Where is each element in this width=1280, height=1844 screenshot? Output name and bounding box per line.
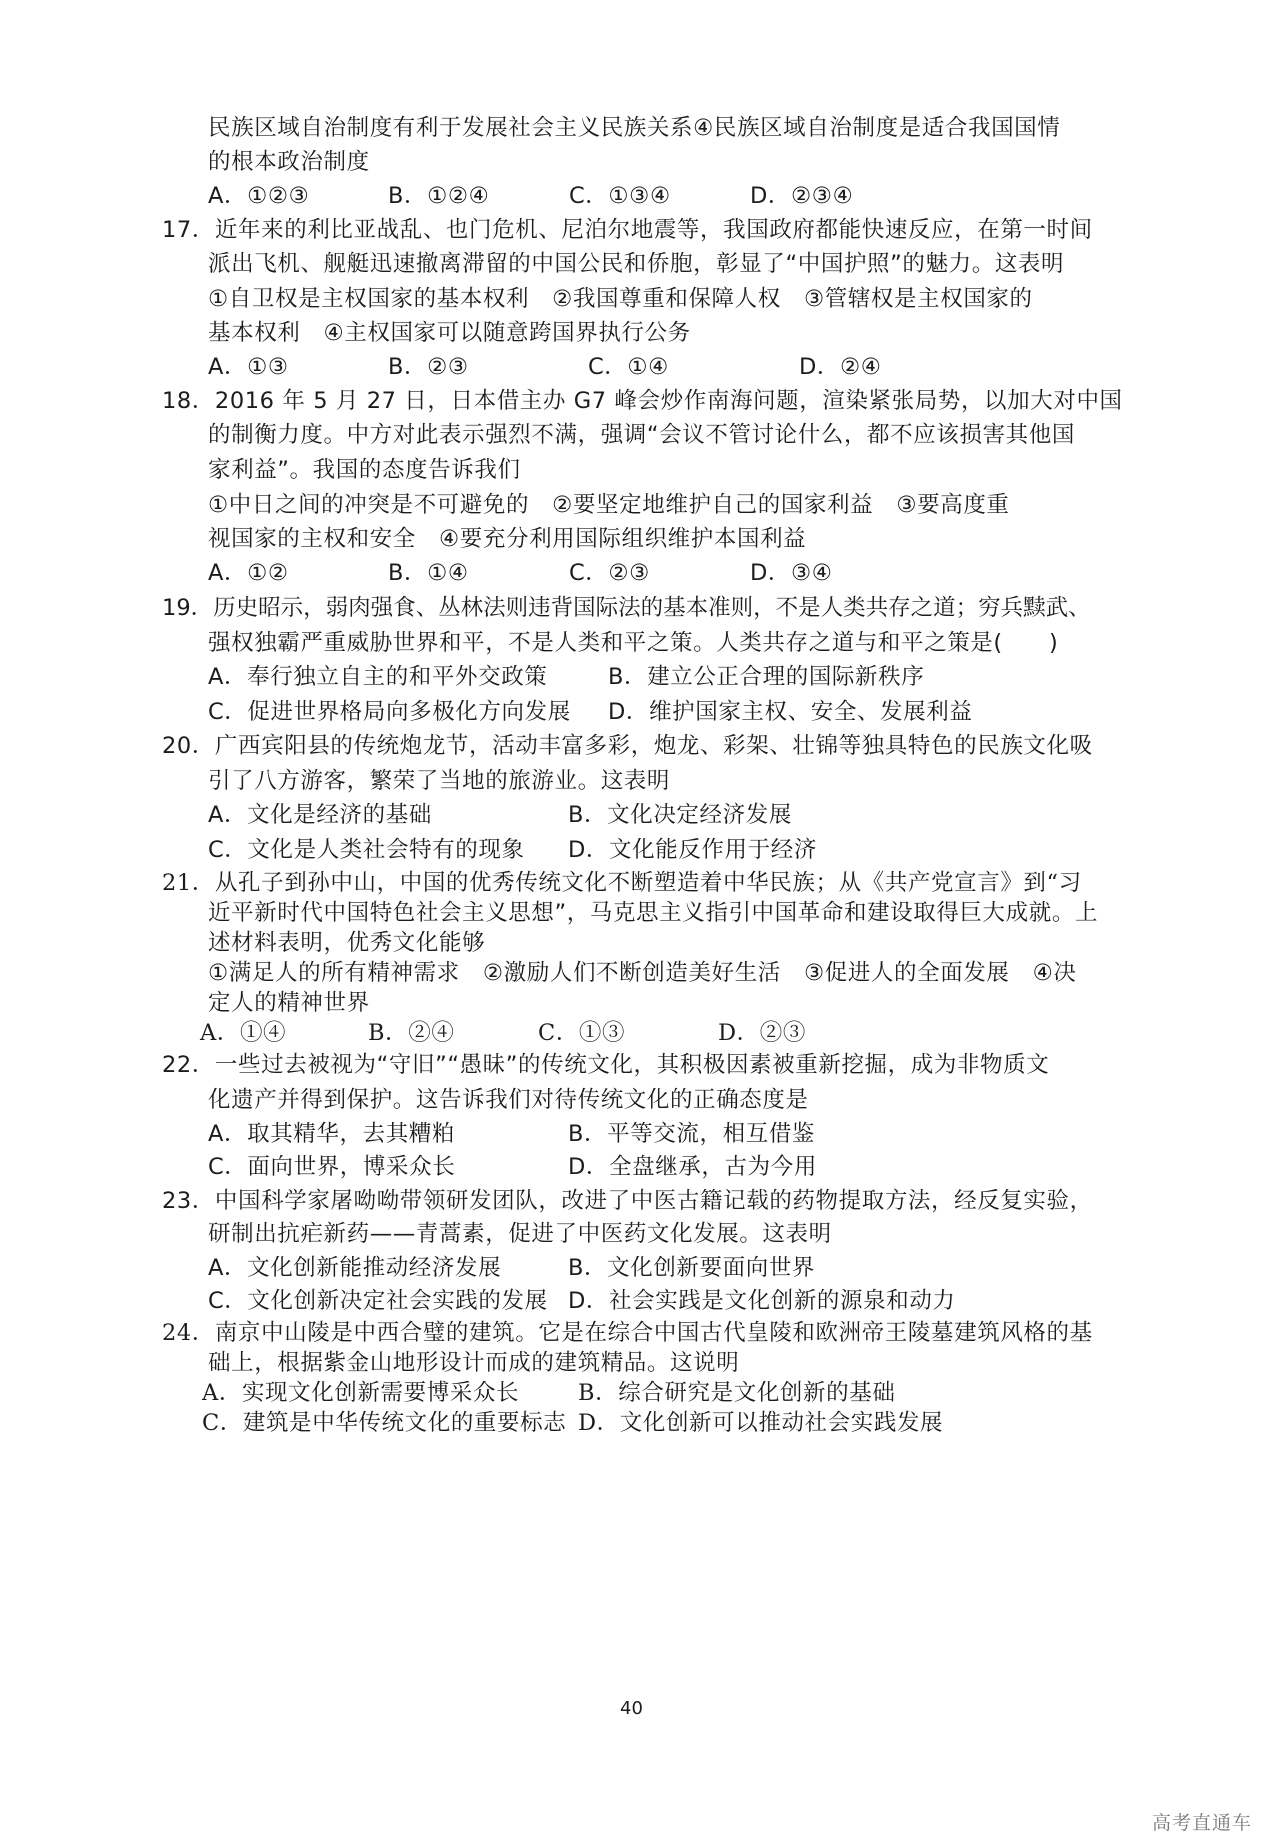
q16-option-a: A．①②③ [208,183,310,209]
q23-option-c: C．文化创新决定社会实践的发展 [208,1288,548,1314]
q21-option-c: C．①③ [538,1020,626,1046]
q19-option-a: A．奉行独立自主的和平外交政策 [208,664,548,690]
question-20-stem-line: 引了八方游客，繁荣了当地的旅游业。这表明 [208,768,671,794]
question-19-stem: 19．历史昭示，弱肉强食、丛林法则违背国际法的基本准则，不是人类共存之道；穷兵黩武、 [162,595,1091,621]
q23-option-a: A．文化创新能推动经济发展 [208,1255,502,1281]
question-20-stem: 20．广西宾阳县的传统炮龙节，活动丰富多彩，炮龙、彩架、壮锦等独具特色的民族文化吸 [162,733,1093,759]
watermark: 高考直通车 [1151,1812,1252,1834]
q20-option-d: D．文化能反作用于经济 [568,837,817,863]
question-18-statements: 视国家的主权和安全 ④要充分利用国际组织维护本国利益 [208,526,807,552]
question-16-text-line: 民族区域自治制度有利于发展社会主义民族关系④民族区域自治制度是适合我国国情 [208,115,1061,141]
question-23-stem-line: 研制出抗疟新药——青蒿素，促进了中医药文化发展。这表明 [208,1221,832,1247]
q22-option-b: B．平等交流，相互借鉴 [568,1121,816,1147]
question-21-stem: 21．从孔子到孙中山，中国的优秀传统文化不断塑造着中华民族；从《共产党宣言》到“习 [162,870,1082,896]
q24-option-a: A．实现文化创新需要博采众长 [202,1380,520,1406]
q19-option-b: B．建立公正合理的国际新秩序 [608,664,925,690]
q21-option-a: A．①④ [200,1020,287,1046]
q17-option-c: C．①④ [588,354,669,380]
q17-option-a: A．①③ [208,354,289,380]
q22-option-d: D．全盘继承，古为今用 [568,1154,817,1180]
question-16-text-line: 的根本政治制度 [208,149,370,175]
q22-option-c: C．面向世界，博采众长 [208,1154,456,1180]
q22-option-a: A．取其精华，去其糟粕 [208,1121,455,1147]
question-17-stem: 17．近年来的利比亚战乱、也门危机、尼泊尔地震等，我国政府都能快速反应，在第一时间 [162,217,1093,243]
question-18-stem-line: 家利益”。我国的态度告诉我们 [208,457,521,483]
q20-option-a: A．文化是经济的基础 [208,802,432,828]
question-21-stem-line: 近平新时代中国特色社会主义思想”，马克思主义指引中国革命和建设取得巨大成就。上 [208,900,1099,926]
q16-option-d: D．②③④ [750,183,854,209]
question-17-statements: 基本权利 ④主权国家可以随意跨国界执行公务 [208,320,691,346]
q24-option-c: C．建筑是中华传统文化的重要标志 [202,1410,567,1436]
q19-option-c: C．促进世界格局向多极化方向发展 [208,699,571,725]
page-number: 40 [620,1698,643,1719]
q24-option-d: D．文化创新可以推动社会实践发展 [578,1410,944,1436]
q20-option-c: C．文化是人类社会特有的现象 [208,837,525,863]
question-21-stem-line: 述材料表明，优秀文化能够 [208,930,486,956]
q16-option-b: B．①②④ [388,183,490,209]
q18-option-b: B．①④ [388,560,469,586]
q18-option-a: A．①② [208,560,289,586]
question-18-stem: 18．2016 年 5 月 27 日，日本借主办 G7 峰会炒作南海问题，渲染紧张局势，以加大对中国 [162,388,1123,414]
question-24-stem-line: 础上，根据紫金山地形设计而成的建筑精品。这说明 [208,1350,740,1376]
q16-option-c: C．①③④ [569,183,671,209]
q21-option-d: D．②③ [718,1020,806,1046]
question-17-statements: ①自卫权是主权国家的基本权利 ②我国尊重和保障人权 ③管辖权是主权国家的 [208,286,1033,312]
question-18-stem-line: 的制衡力度。中方对此表示强烈不满，强调“会议不管讨论什么，都不应该损害其他国 [208,422,1075,448]
q24-option-b: B．综合研究是文化创新的基础 [578,1380,896,1406]
q18-option-d: D．③④ [750,560,833,586]
question-21-statements: ①满足人的所有精神需求 ②激励人们不断创造美好生活 ③促进人的全面发展 ④决 [208,960,1077,986]
q18-option-c: C．②③ [569,560,650,586]
question-24-stem: 24．南京中山陵是中西合璧的建筑。它是在综合中国古代皇陵和欧洲帝王陵墓建筑风格的基 [162,1320,1093,1346]
question-19-stem-line: 强权独霸严重威胁世界和平，不是人类和平之策。人类共存之道与和平之策是( ) [208,630,1059,656]
q21-option-b: B．②④ [368,1020,455,1046]
question-23-stem: 23．中国科学家屠呦呦带领研发团队，改进了中医古籍记载的药物提取方法，经反复实验， [162,1188,1093,1214]
question-17-stem-line: 派出飞机、舰艇迅速撤离滞留的中国公民和侨胞，彰显了“中国护照”的魅力。这表明 [208,251,1065,277]
q19-option-d: D．维护国家主权、安全、发展利益 [608,699,973,725]
question-22-stem: 22．一些过去被视为“守旧”“愚昧”的传统文化，其积极因素被重新挖掘，成为非物质文 [162,1052,1050,1078]
question-22-stem-line: 化遗产并得到保护。这告诉我们对待传统文化的正确态度是 [208,1087,809,1113]
q23-option-b: B．文化创新要面向世界 [568,1255,816,1281]
q23-option-d: D．社会实践是文化创新的源泉和动力 [568,1288,956,1314]
question-21-statements: 定人的精神世界 [208,990,370,1016]
question-18-statements: ①中日之间的冲突是不可避免的 ②要坚定地维护自己的国家利益 ③要高度重 [208,492,1010,518]
q20-option-b: B．文化决定经济发展 [568,802,792,828]
q17-option-d: D．②④ [799,354,882,380]
q17-option-b: B．②③ [388,354,469,380]
